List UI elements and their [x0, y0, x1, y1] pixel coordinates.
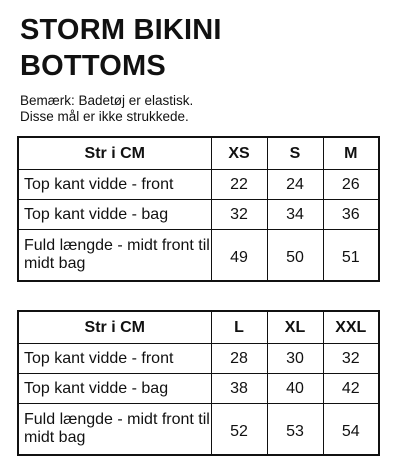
row-label: Top kant vidde - bag [18, 374, 211, 404]
cell-value: 51 [323, 230, 379, 282]
table-row [18, 230, 379, 282]
row-label: Fuld længde - midt front til midt bag [18, 230, 211, 282]
header-size-s: S [267, 137, 323, 170]
table-header-row [18, 311, 379, 344]
cell-value: 26 [323, 170, 379, 200]
cell-value: 34 [267, 200, 323, 230]
cell-value: 36 [323, 200, 379, 230]
cell-value: 53 [267, 404, 323, 456]
cell-value: 32 [323, 344, 379, 374]
table-row [18, 374, 379, 404]
header-size-xl: XL [267, 311, 323, 344]
header-size-xxl: XXL [323, 311, 379, 344]
table-header-row [18, 137, 379, 170]
cell-value: 42 [323, 374, 379, 404]
row-label: Top kant vidde - front [18, 170, 211, 200]
table-row [18, 404, 379, 456]
size-note [20, 93, 193, 125]
header-size-m: M [323, 137, 379, 170]
cell-value: 49 [211, 230, 267, 282]
size-table-xs-m [17, 136, 380, 282]
size-table-l-xxl [17, 310, 380, 456]
cell-value: 28 [211, 344, 267, 374]
cell-value: 24 [267, 170, 323, 200]
header-size-l: L [211, 311, 267, 344]
note-line-elastic: Bemærk: Badetøj er elastisk. [20, 93, 194, 108]
table-row [18, 200, 379, 230]
cell-value: 54 [323, 404, 379, 456]
table-row [18, 344, 379, 374]
note-line-unstretched: Disse mål er ikke strukkede. [20, 109, 189, 124]
table-row [18, 170, 379, 200]
cell-value: 50 [267, 230, 323, 282]
page-title: STORM BIKINI BOTTOMS [20, 14, 222, 82]
cell-value: 52 [211, 404, 267, 456]
cell-value: 30 [267, 344, 323, 374]
header-size-label: Str i CM [18, 311, 211, 344]
cell-value: 40 [267, 374, 323, 404]
cell-value: 32 [211, 200, 267, 230]
header-size-label: Str i CM [18, 137, 211, 170]
cell-value: 38 [211, 374, 267, 404]
row-label: Fuld længde - midt front til midt bag [18, 404, 211, 456]
row-label: Top kant vidde - front [18, 344, 211, 374]
cell-value: 22 [211, 170, 267, 200]
row-label: Top kant vidde - bag [18, 200, 211, 230]
header-size-xs: XS [211, 137, 267, 170]
